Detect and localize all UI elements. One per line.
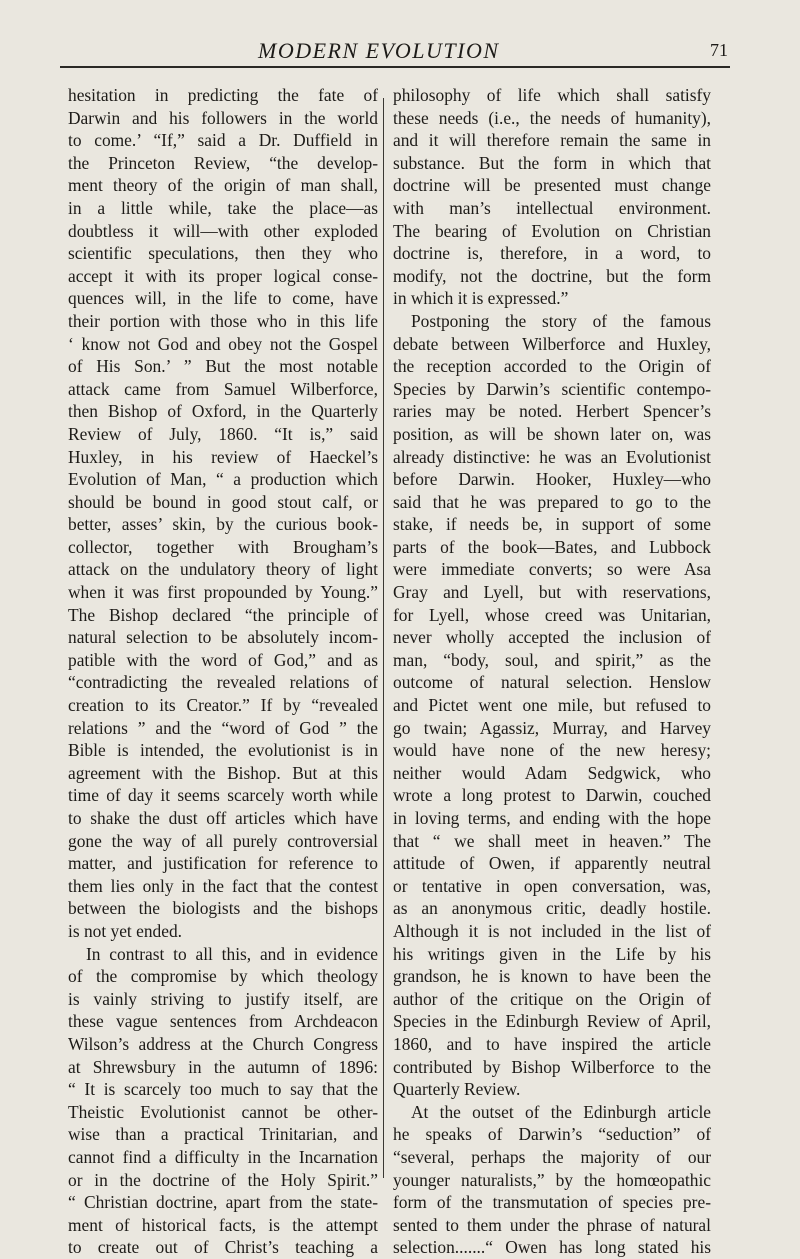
text-line: to come.’ “If,” said a Dr. Duffield in [68, 130, 378, 151]
text-line: attack came from Samuel Wilberforce, [68, 378, 378, 399]
text-line: wise than a practical Trinitarian, and [68, 1124, 378, 1145]
text-line: Species in the Edinburgh Review of April, [393, 1011, 711, 1032]
text-line: Huxley, in his review of Haeckel’s [68, 446, 378, 467]
text-line: ‘ know not God and obey not the Gospel [68, 333, 378, 354]
text-line: Gray and Lyell, but with reservations, [393, 582, 711, 603]
text-line: of the compromise by which theology [68, 966, 378, 987]
column-divider [383, 98, 384, 1178]
text-line: stake, if needs be, in support of some [393, 514, 711, 535]
page-header [0, 24, 800, 68]
running-title: MODERN EVOLUTION [258, 38, 500, 63]
text-line: ment of historical facts, is the attempt [68, 1214, 378, 1235]
text-line: Wilson’s address at the Church Congress [68, 1033, 378, 1054]
text-line: debate between Wilberforce and Huxley, [393, 333, 711, 354]
text-line: and it will therefore remain the same in [393, 130, 711, 151]
text-line: author of the critique on the Origin of [393, 988, 711, 1009]
text-line: Evolution of Man, “ a production which [68, 469, 378, 490]
text-line: contributed by Bishop Wilberforce to the [393, 1056, 711, 1077]
text-line: Quarterly Review. [393, 1079, 521, 1100]
text-line: sented to them under the phrase of natural [393, 1214, 711, 1235]
text-line: said that he was prepared to go to the [393, 491, 711, 512]
text-line: Although it is not included in the list of [393, 920, 711, 941]
text-line: At the outset of the Edinburgh article [411, 1101, 711, 1122]
text-line: before Darwin. Hooker, Huxley—who [393, 469, 711, 490]
text-line: selection.......“ Owen has long stated his [393, 1237, 711, 1258]
text-line: already distinctive: he was an Evolutionist [393, 446, 711, 467]
text-line: these needs (i.e., the needs of humanity), [393, 107, 711, 128]
text-line: Species by Darwin’s scientific contempo- [393, 378, 711, 399]
text-line: scientific speculations, then they who [68, 243, 378, 264]
text-line: in loving terms, and ending with the hope [393, 808, 711, 828]
text-line: agreement with the Bishop. But at this [68, 762, 378, 783]
text-line: that “ we shall meet in heaven.” The [393, 830, 711, 851]
text-line: in a little while, take the place—as [68, 197, 378, 218]
text-line: matter, and justification for reference to [68, 853, 378, 874]
text-line: should be bound in good stout calf, or [68, 491, 378, 512]
text-line: position, as will be shown later on, was [393, 423, 711, 444]
text-line: attack on the undulatory theory of light [68, 559, 378, 580]
text-line: never wholly accepted the inclusion of [393, 627, 711, 648]
text-line: ment theory of the origin of man shall, [68, 175, 378, 196]
text-line: cannot find a difficulty in the Incarnation [68, 1146, 378, 1167]
text-line: the reception accorded to the Origin of [393, 356, 711, 377]
text-line: to shake the dust off articles which have [68, 808, 378, 828]
text-line: The Bishop declared “the principle of [68, 604, 378, 625]
text-line: wrote a long protest to Darwin, couched [393, 785, 711, 806]
text-line: the Princeton Review, “the develop- [68, 152, 378, 173]
text-line: at Shrewsbury in the autumn of 1896: [68, 1056, 378, 1077]
text-line: his writings given in the Life by his [393, 943, 711, 964]
text-line: parts of the book—Bates, and Lubbock [393, 536, 711, 557]
text-line: to create out of Christ’s teaching a [68, 1237, 378, 1258]
text-line: man, “body, soul, and spirit,” as the [393, 649, 711, 670]
text-line: “several, perhaps the majority of our [393, 1146, 711, 1167]
text-line: 1860, and to have inspired the article [393, 1033, 711, 1054]
text-line: Bible is intended, the evolutionist is in [68, 740, 378, 761]
text-line: between the biologists and the bishops [68, 898, 378, 919]
text-line: creation to its Creator.” If by “revealed [68, 695, 378, 716]
text-line: natural selection to be absolutely incom- [68, 627, 378, 648]
text-line: patible with the word of God,” and as [68, 649, 378, 670]
text-line: “contradicting the revealed relations of [68, 672, 378, 693]
text-line: form of the transmutation of species pre- [393, 1192, 711, 1213]
page-number: 71 [710, 40, 728, 60]
text-line: of His Son.’ ” But the most notable [68, 356, 378, 377]
text-line: doctrine will be presented must change [393, 175, 711, 196]
text-line: grandson, he is known to have been the [393, 966, 711, 987]
text-line: collector, together with Brougham’s [68, 536, 378, 557]
text-line: and Pictet went one mile, but refused to [393, 695, 711, 716]
text-line: attitude of Owen, if apparently neutral [393, 853, 711, 874]
text-line: raries may be noted. Herbert Spencer’s [393, 401, 711, 422]
text-line: or tentative in open conversation, was, [393, 875, 711, 896]
text-line: younger naturalists,” by the homœopathic [393, 1169, 711, 1190]
text-line: In contrast to all this, and in evidence [86, 943, 378, 964]
text-line: go twain; Agassiz, Murray, and Harvey [393, 717, 711, 738]
text-line: hesitation in predicting the fate of [68, 85, 378, 105]
text-line: he speaks of Darwin’s “seduction” of [393, 1124, 711, 1145]
text-line: quences will, in the life to come, have [68, 288, 378, 309]
text-line: them lies only in the fact that the contest [68, 875, 378, 896]
text-line: for Lyell, whose creed was Unitarian, [393, 604, 711, 625]
text-line: as an anonymous critic, deadly hostile. [393, 898, 711, 919]
text-line: or in the doctrine of the Holy Spirit.” [68, 1169, 378, 1190]
text-line: accept it with its proper logical conse- [68, 265, 378, 286]
text-line: The bearing of Evolution on Christian [393, 220, 711, 241]
text-line: neither would Adam Sedgwick, who [393, 762, 711, 783]
text-line: Darwin and his followers in the world [68, 107, 378, 128]
text-line: is vainly striving to justify itself, are [68, 988, 378, 1009]
text-line: when it was first propounded by Young.” [68, 582, 378, 603]
text-line: is not yet ended. [68, 920, 182, 941]
text-line: outcome of natural selection. Henslow [393, 672, 711, 693]
text-line: relations ” and the “word of God ” the [68, 717, 378, 738]
text-line: modify, not the doctrine, but the form [393, 265, 711, 286]
text-line: these vague sentences from Archdeacon [68, 1011, 378, 1032]
left-column [68, 84, 378, 1259]
text-line: Review of July, 1860. “It is,” said [68, 423, 378, 444]
text-line: would have none of the new heresy; [393, 740, 711, 761]
text-line: then Bishop of Oxford, in the Quarterly [68, 401, 378, 422]
text-line: doubtless it will—with other exploded [68, 220, 378, 241]
text-line: doctrine is, therefore, in a word, to [393, 243, 711, 264]
text-line: “ Christian doctrine, apart from the state- [68, 1192, 378, 1213]
text-line: in which it is expressed.” [393, 288, 569, 309]
text-line: gone the way of all purely controversial [68, 830, 378, 851]
text-line: philosophy of life which shall satisfy [393, 85, 711, 105]
text-line: were immediate converts; so were Asa [393, 559, 711, 580]
right-column [393, 84, 711, 1259]
text-line: time of day it seems scarcely worth while [68, 785, 378, 806]
text-line: Postponing the story of the famous [411, 310, 711, 331]
header-rule [60, 66, 730, 68]
text-line: Theistic Evolutionist cannot be other- [68, 1101, 378, 1122]
text-line: with man’s intellectual environment. [393, 197, 711, 218]
text-line: better, asses’ skin, by the curious book- [68, 514, 378, 535]
text-line: substance. But the form in which that [393, 152, 711, 173]
text-line: “ It is scarcely too much to say that the [68, 1079, 378, 1100]
text-line: their portion with those who in this life [68, 310, 378, 331]
